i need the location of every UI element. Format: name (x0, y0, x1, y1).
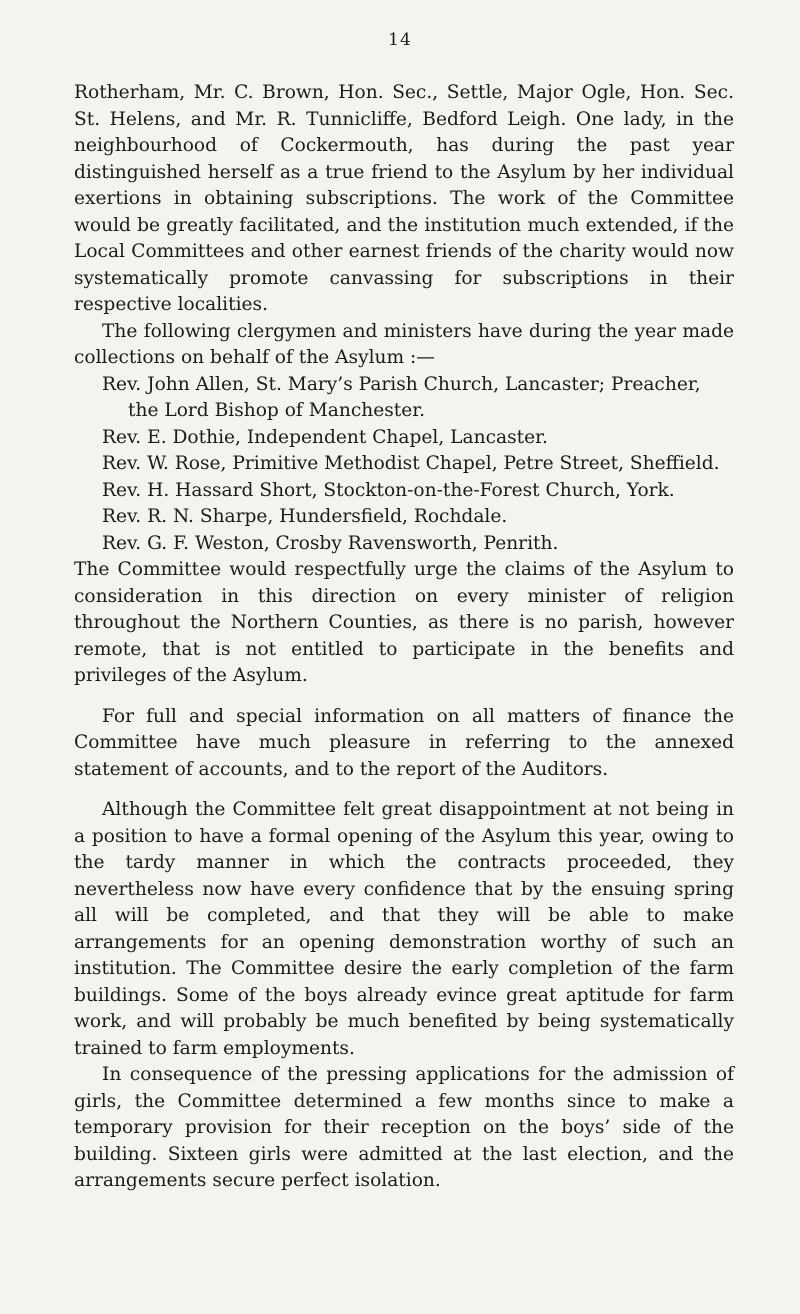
paragraph-clergy-intro: The following clergymen and ministers have during the year made collections on behalf of the Asylum :— (74, 320, 734, 368)
clergy-list-item: Rev. G. F. Weston, Crosby Ravensworth, Penrith. (102, 532, 559, 554)
paragraph-opening: Although the Committee felt great disappointment at not being in a position to have a formal opening of the Asylum this year, owing to the tardy manner in which the contracts proceeded, they nevertheless now have every confidence that by the ensuing spring all will be completed, and that they will be able to make arrangements for an opening demonstration worthy of such an institution. The Committee desire the early completion of the farm buildings. Some of the boys already evince great aptitude for farm work, and will probably be much benefited by being systematically trained to farm employments. (74, 799, 734, 1059)
paragraph-finance: For full and special information on all matters of finance the Committee have much pleasure in referring to the annexed statement of accounts, and to the report of the Auditors. (74, 705, 734, 780)
clergy-list-item: Rev. John Allen, St. Mary’s Parish Church, Lancaster; Preacher, the Lord Bishop of Manchester. (102, 373, 701, 421)
clergy-list-item: Rev. R. N. Sharpe, Hundersfield, Rochdale. (102, 506, 508, 527)
clergy-list-item: Rev. W. Rose, Primitive Methodist Chapel, Petre Street, Sheffield. (102, 453, 720, 474)
paragraph-continuation: Rotherham, Mr. C. Brown, Hon. Sec., Settle, Major Ogle, Hon. Sec. St. Helens, and Mr. R. Tunnicliffe, Bedford Leigh. One lady, in the neighbourhood of Cockermouth, has during the past year distinguished herself as a true friend to the Asylum by her individual exertions in obtaining subscriptions. The work of the Committee would be greatly facilitated, and the institution much extended, if the Local Committees and other earnest friends of the charity would now systematically promote canvassing for subscriptions in their respective localities. (74, 82, 734, 315)
page-number: 14 (388, 30, 412, 50)
clergy-list-item: Rev. H. Hassard Short, Stockton-on-the-Forest Church, York. (102, 479, 675, 501)
clergy-list-item: Rev. E. Dothie, Independent Chapel, Lancaster. (102, 426, 548, 448)
paragraph-ministers-appeal: The Committee would respectfully urge the claims of the Asylum to consideration in this direction on every minister of religion throughout the Northern Counties, as there is no parish, however remote, that is not entitled to participate in the benefits and privileges of the Asylum. (74, 559, 734, 686)
paragraph-girls-admission: In consequence of the pressing applications for the admission of girls, the Committee determined a few months since to make a temporary provision for their reception on the boys’ side of the building. Sixteen girls were admitted at the last election, and the arrangements secure perfect isolation. (74, 1064, 734, 1191)
clergy-list (102, 372, 734, 558)
body-text (74, 80, 734, 1195)
